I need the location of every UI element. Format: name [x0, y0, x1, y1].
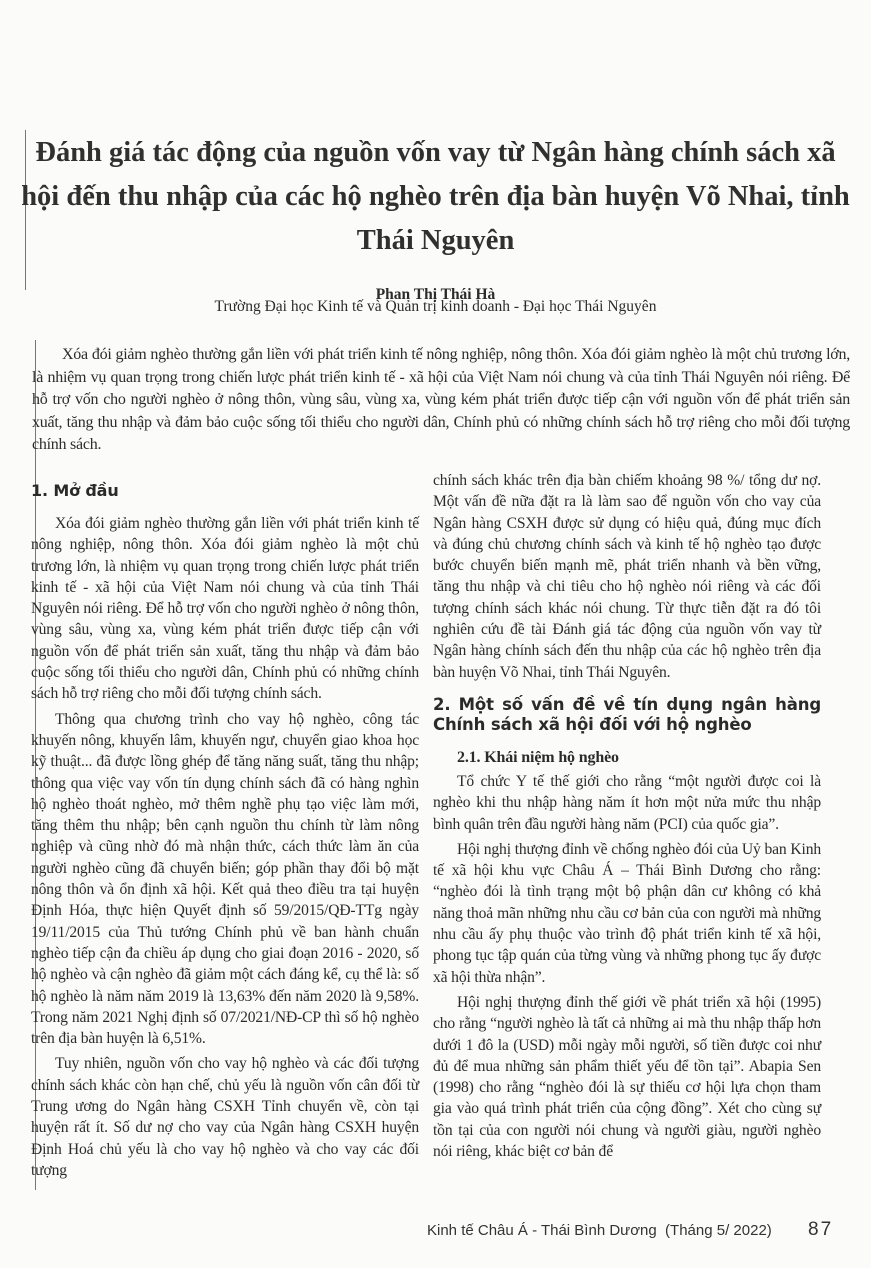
- section-2-heading: 2. Một số vấn đề về tín dụng ngân hàng Chính sách xã hội đối với hộ nghèo: [433, 694, 821, 734]
- right-column: [433, 470, 821, 1166]
- author-affiliation: Trường Đại học Kinh tế và Quản trị kinh doanh - Đại học Thái Nguyên: [214, 298, 657, 315]
- paragraph: Hội nghị thượng đỉnh về chống nghèo đói của Uỷ ban Kinh tế xã hội khu vực Châu Á – Thái Bình Dương cho rằng: “nghèo đói là tình trạng một bộ phận dân cư không có khả năng thoả mãn những nhu cầu cơ bản của con người mà những nhu cầu ấy phụ thuộc vào trình độ phát triển kinh tế xã hội, phong tục tập quán của từng vùng và những phong tục ấy được xã hội thừa nhận”.: [433, 840, 821, 986]
- paragraph: Tổ chức Y tế thế giới cho rằng “một người được coi là nghèo khi thu nhập hàng năm ít hơn một nửa mức thu nhập bình quân trên đầu người hàng năm (PCI) của quốc gia”.: [433, 772, 821, 833]
- author-name: Phan Thị Thái Hà: [375, 286, 496, 303]
- paragraph: Hội nghị thượng đỉnh thế giới về phát triển xã hội (1995) cho rằng “người nghèo là tất cả những ai mà thu nhập thấp hơn dưới 1 đô la (USD) mỗi ngày mỗi người, số tiền được coi như đủ để mua những sản phẩm thiết yếu để tồn tại”. Abapia Sen (1998) cho rằng “nghèo đói là sự thiếu cơ hội lựa chọn tham gia vào quá trình phát triển của cộng đồng”. Xét cho cùng sự tồn tại của con người nói chung và người giàu, người nghèo nói riêng, khác biệt cơ bản để: [433, 993, 821, 1161]
- subsection-2-1-heading: 2.1. Khái niệm hộ nghèo: [457, 748, 619, 766]
- paragraph: chính sách khác trên địa bàn chiếm khoảng 98 %/ tổng dư nợ. Một vấn đề nữa đặt ra là làm sao để nguồn vốn cho vay của Ngân hàng CSXH được sử dụng có hiệu quả, đúng mục đích và đúng chủ chương chính sách và kinh tế hộ nghèo tạo được bước chuyển biến mạnh mẽ, phát triển nhanh và bền vững, tăng thu nhập và chi tiêu cho hộ nghèo nói riêng và các đối tượng chính sách khác nói chung. Từ thực tiễn đặt ra đó tôi nghiên cứu đề tài Đánh giá tác động của nguồn vốn vay từ Ngân hàng chính sách đến thu nhập của các hộ nghèo trên địa bàn huyện Võ Nhai, tỉnh Thái Nguyên.: [433, 472, 821, 681]
- section-1-heading: 1. Mở đầu: [31, 481, 119, 500]
- abstract: Xóa đói giảm nghèo thường gắn liền với phát triển kinh tế nông nghiệp, nông thôn. Xóa đói giảm nghèo là một chủ trương lớn, là nhiệm vụ quan trọng trong chiến lược phát triển kinh tế - xã hội của Việt Nam nói chung và của tỉnh Thái Nguyên nói riêng. Để hỗ trợ vốn cho người nghèo ở nông thôn, vùng sâu, vùng xa, vùng kém phát triển được tiếp cận với nguồn vốn để phát triển sản xuất, tăng thu nhập và đảm bảo cuộc sống tối thiểu cho người dân, Chính phủ có những chính sách hỗ trợ riêng cho mỗi đối tượng chính sách.: [32, 346, 850, 454]
- left-column: [31, 475, 419, 1185]
- page-number: 87: [808, 1219, 834, 1240]
- journal-footer: Kinh tế Châu Á - Thái Bình Dương (Tháng 5/ 2022): [427, 1222, 772, 1239]
- article-title: Đánh giá tác động của nguồn vốn vay từ Ngân hàng chính sách xã hội đến thu nhập của các hộ nghèo trên địa bàn huyện Võ Nhai, tỉnh Thái Nguyên: [21, 137, 850, 257]
- paragraph: Thông qua chương trình cho vay hộ nghèo, công tác khuyến nông, khuyến lâm, khuyến ngư, chuyển giao khoa học kỹ thuật... đã được lồng ghép để tăng năng suất, tăng thu nhập; thông qua việc vay vốn tín dụng chính sách đã có hàng nghìn hộ nghèo thoát nghèo, mở thêm nghề phụ tạo việc làm mới, tăng thêm thu nhập; bên cạnh nguồn thu chính từ làm nông nghiệp và cũng nhờ đó mà nhận thức, cách thức làm ăn của người nghèo cũng đã chuyển biến; góp phần thay đổi bộ mặt nông thôn và ổn định xã hội. Kết quả theo điều tra tại huyện Định Hóa, thực hiện Quyết định số 59/2015/QĐ-TTg ngày 19/11/2015 của Thủ tướng Chính phủ về ban hành chuẩn nghèo tiếp cận đa chiều áp dụng cho giai đoạn 2016 - 2020, số hộ nghèo và cận nghèo đã giảm một cách đáng kể, cụ thể là: số hộ nghèo là năm năm 2019 là 13,63% đến năm 2020 là 9,58%. Trong năm 2021 Nghị định số 07/2021/NĐ-CP thì số hộ nghèo trên địa bàn huyện là 6,51%.: [31, 710, 419, 1048]
- paragraph: Tuy nhiên, nguồn vốn cho vay hộ nghèo và các đối tượng chính sách khác còn hạn chế, chủ yếu là nguồn vốn cân đối từ Trung ương do Ngân hàng CSXH Tỉnh chuyển về, còn tại huyện rất ít. Số dư nợ cho vay của Ngân hàng CSXH huyện Định Hoá chủ yếu là cho vay hộ nghèo và cho vay các đối tượng: [31, 1055, 419, 1179]
- paragraph: Xóa đói giảm nghèo thường gắn liền với phát triển kinh tế nông nghiệp, nông thôn. Xóa đói giảm nghèo là một chủ trương lớn, là nhiệm vụ quan trọng trong chiến lược phát triển kinh tế - xã hội của Việt Nam nói chung và của tỉnh Thái Nguyên nói riêng. Để hỗ trợ vốn cho người nghèo ở nông thôn, vùng sâu, vùng xa, vùng kém phát triển được tiếp cận với nguồn vốn để phát triển sản xuất, tăng thu nhập và đảm bảo cuộc sống tối thiểu cho người dân, Chính phủ có những chính sách hỗ trợ riêng cho mỗi đối tượng chính sách.: [31, 515, 419, 703]
